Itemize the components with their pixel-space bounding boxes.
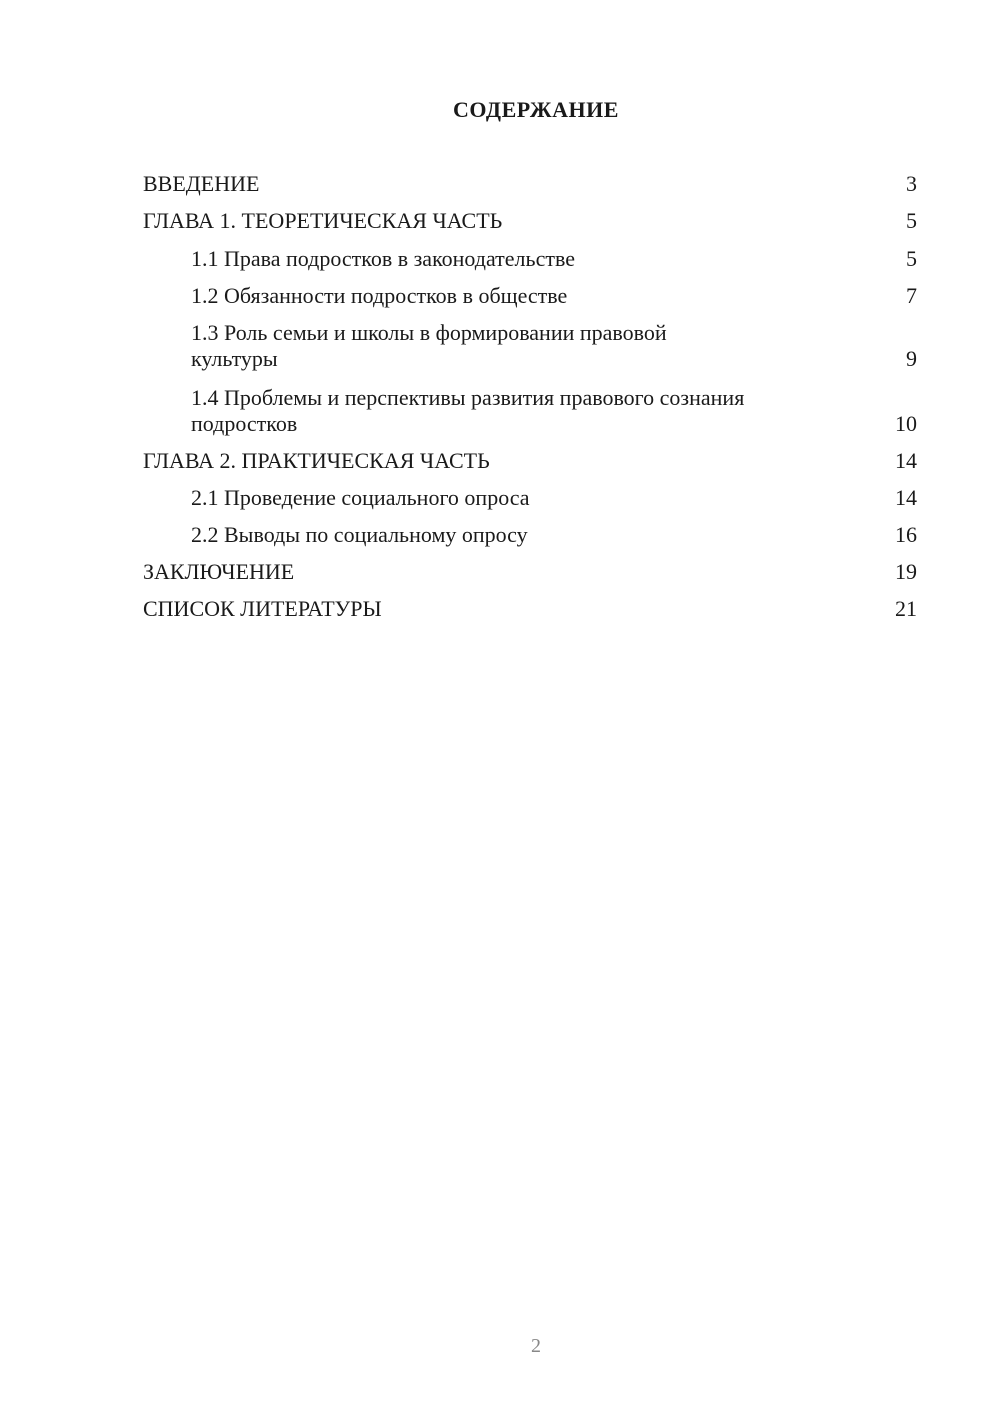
page-number: 2: [531, 1335, 541, 1357]
toc-entry-title: ЗАКЛЮЧЕНИЕ: [143, 559, 295, 584]
toc-entry-title: 2.1 Проведение социального опроса: [191, 485, 530, 510]
toc-entry-title: СПИСОК ЛИТЕРАТУРЫ: [143, 596, 382, 621]
page-title: СОДЕРЖАНИЕ: [453, 97, 619, 122]
toc-entry-title: ГЛАВА 2. ПРАКТИЧЕСКАЯ ЧАСТЬ: [143, 448, 490, 473]
toc-entry-page: 21: [895, 596, 917, 621]
toc-entry-page: 5: [906, 246, 917, 271]
toc-entry-page: 9: [906, 346, 917, 371]
toc-entry-page: 19: [895, 559, 917, 584]
toc-entry-title: ГЛАВА 1. ТЕОРЕТИЧЕСКАЯ ЧАСТЬ: [143, 208, 503, 233]
toc-entry-title: 2.2 Выводы по социальному опросу: [191, 522, 528, 547]
toc-entry-page: 7: [906, 283, 917, 308]
toc-entry-page: 14: [895, 485, 917, 510]
toc-entry-page: 16: [895, 522, 917, 547]
toc-entry-title: 1.3 Роль семьи и школы в формировании правовой культуры: [191, 320, 667, 371]
toc-entry-page: 3: [906, 171, 917, 196]
toc-entry-title: ВВЕДЕНИЕ: [143, 171, 260, 196]
toc-entry-page: 10: [895, 411, 917, 436]
toc-entry-page: 14: [895, 448, 917, 473]
toc-entry-title: 1.2 Обязанности подростков в обществе: [191, 283, 568, 308]
toc-entry-title: 1.1 Права подростков в законодательстве: [191, 246, 575, 271]
toc-entry-page: 5: [906, 208, 917, 233]
toc-entry-title: 1.4 Проблемы и перспективы развития правового сознания подростков: [191, 385, 745, 436]
